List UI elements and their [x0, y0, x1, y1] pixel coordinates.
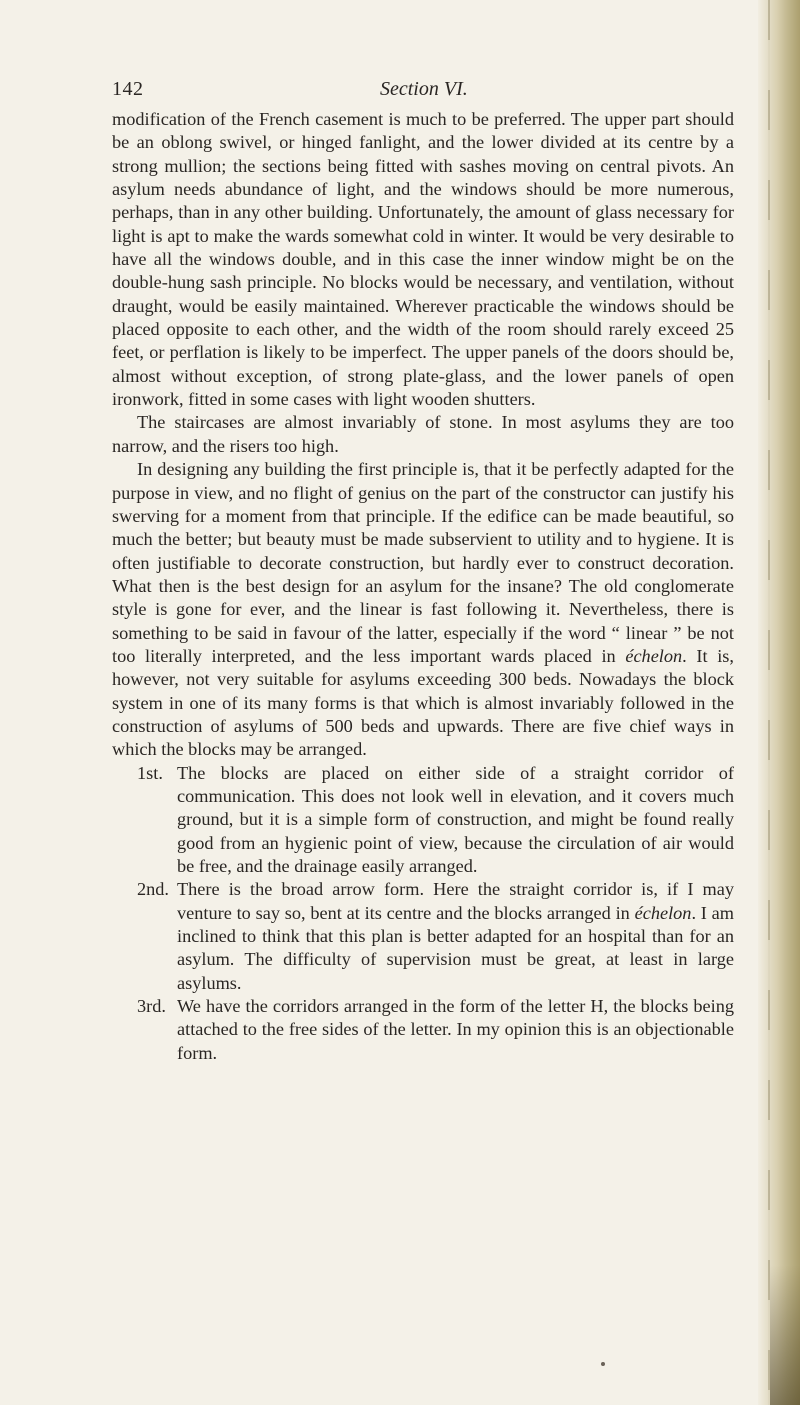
body-text: [112, 108, 734, 1065]
list-item-third: [112, 995, 734, 1065]
text-run: We have the corridors arranged in the form of the letter H, the blocks being attached to the free sides of the letter. In my opinion this is an objectionable form.: [177, 996, 734, 1063]
paragraph-windows: modification of the French casement is much to be preferred. The upper part should be an oblong swivel, or hinged fanlight, and the lower divided at its centre by a strong mullion; the sections being fitted with sashes moving on central pivots. An asylum needs abundance of light, and the windows should be more numerous, perhaps, than in any other building. Unfortunately, the amount of glass necessary for light is apt to make the wards somewhat cold in winter. It would be very desirable to have all the windows double, and in this case the inner window might be on the double-hung sash principle. No blocks would be necessary, and ventilation, without draught, would be easily maintained. Wherever practicable the windows should be placed opposite to each other, and the width of the room should rarely exceed 25 feet, or perflation is likely to be imperfect. The upper panels of the doors should be, almost without exception, of strong plate-glass, and the lower panels of open ironwork, fitted in some cases with light wooden shutters.: [112, 109, 734, 410]
list-text: [177, 995, 734, 1065]
list-text: [177, 878, 734, 995]
text-run: The blocks are placed on either side of a straight corridor of communication. This does not look well in elevation, and it covers much ground, but it is a simple form of construction, and might be found really good from an hygienic point of view, because the circulation of air would be free, and the drainage easily arranged.: [177, 762, 734, 876]
running-head: Section VI.: [380, 78, 468, 100]
page-header: [112, 70, 732, 110]
text-run: . I am inclined to think that this plan is better adapted for an hospital than for an asylum. The difficulty of supervision must be great, at least in large asylums.: [177, 902, 734, 993]
italic-term-echelon: échelon: [625, 645, 683, 666]
page-number: 142: [112, 78, 144, 100]
text-run: There is the broad arrow form. Here the straight corridor is, if I may venture to say so, bent at its centre and the blocks arranged in: [177, 879, 734, 923]
paragraph-design-principle: [112, 458, 734, 761]
list-label: 3rd.: [137, 996, 166, 1017]
list-text: [177, 762, 734, 879]
italic-term-echelon: échelon: [634, 902, 692, 923]
list-item-first: [112, 762, 734, 879]
list-label: 2nd.: [137, 879, 169, 900]
text-run: In designing any building the first principle is, that it be perfectly adapted for the purpose in view, and no flight of genius on the part of the constructor can justify his swerving for a moment from that principle. If the edifice can be made beautiful, so much the better; but beauty must be made subservient to utility and to hygiene. It is often justifiable to decorate construction, but hardly ever to construct decoration. What then is the best design for an asylum for the insane? The old conglomerate style is gone for ever, and the linear is fast following it. Nevertheless, there is something to be said in favour of the latter, especially if the word “ linear ” be not too literally interpreted, and the less important wards placed in: [112, 459, 734, 666]
ink-speck: [601, 1362, 605, 1366]
page-edge-shadow: [758, 0, 800, 1405]
list-label: 1st.: [137, 762, 163, 783]
list-item-second: [112, 878, 734, 995]
paragraph-staircases: The staircases are almost invariably of stone. In most asylums they are too narrow, and the risers too high.: [112, 412, 734, 456]
text-run: . It is, however, not very suitable for asylums exceeding 300 beds. Nowadays the block system in one of its many forms is that which is almost invariably followed in the construction of asylums of 500 beds and upwards. There are five chief ways in which the blocks may be arranged.: [112, 645, 734, 760]
